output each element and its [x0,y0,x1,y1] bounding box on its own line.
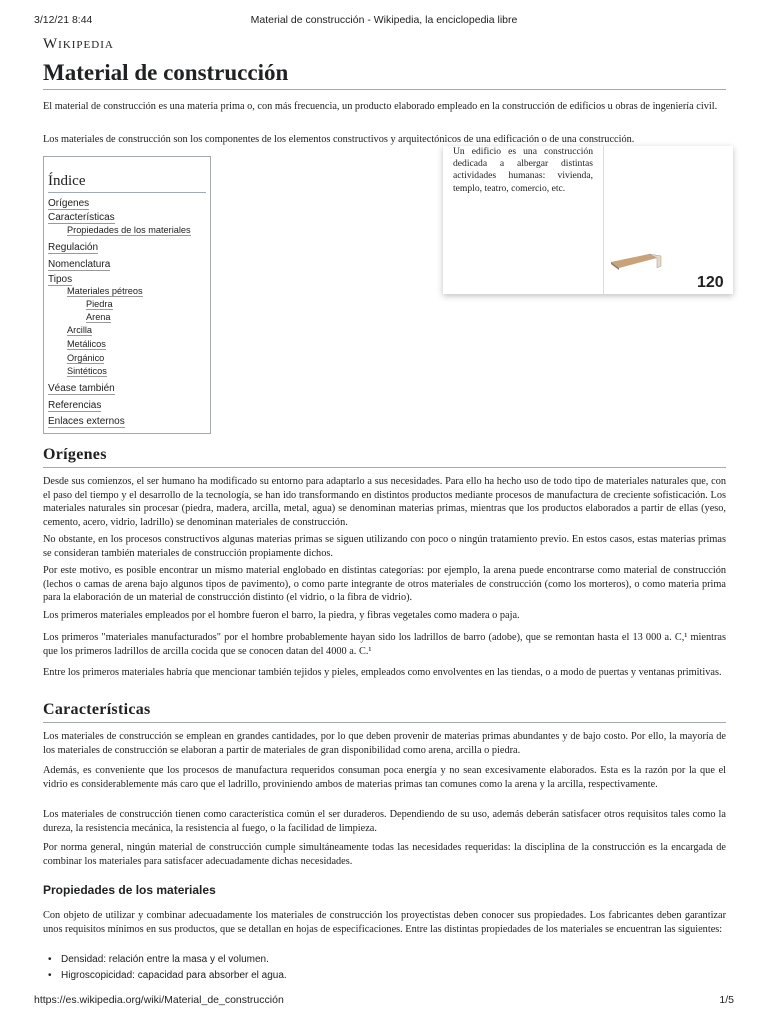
toc-item-regulacion[interactable]: Regulación [48,242,99,253]
toc-item-nomenclatura[interactable]: Nomenclatura [48,259,111,270]
toc-item-vease-tambien[interactable]: Véase también [48,383,115,394]
subsection-heading-propiedades: Propiedades de los materiales [43,883,216,897]
print-datetime: 3/12/21 8:44 [34,14,93,26]
print-page-number: 1/5 [719,994,734,1006]
section-heading-origenes: Orígenes [43,446,726,468]
list-item: • Densidad: relación entre la masa y el volumen. [43,952,726,968]
toc-item-metalicos[interactable]: Metálicos [67,339,106,349]
toc-item-origenes[interactable]: Orígenes [48,198,90,209]
toc-item-organico[interactable]: Orgánico [67,353,105,363]
popup-divider [603,146,604,294]
toc-title: Índice [48,173,206,193]
print-url: https://es.wikipedia.org/wiki/Material_de_construcción [34,994,284,1006]
caracteristicas-paragraph-3: Los materiales de construcción tienen como característica común el ser duraderos. Dependiendo de su uso, además deberán satisfacer otros requisitos tales como la dureza, la resistencia mecánica, la resistencia al fuego, o la facilidad de limpieza. [43,809,726,834]
toc-item-enlaces-externos[interactable]: Enlaces externos [48,416,125,427]
propiedades-paragraph: Con objeto de utilizar y combinar adecuadamente los materiales de construcción los proyectistas deben conocer sus propiedades. Los fabricantes deben garantizar unos requisitos mínimos en sus productos, que se detallan en hojas de especificaciones. Entre las distintas propiedades de los materiales se encuentran las siguientes: [43,910,726,935]
intro-paragraph-1: El material de construcción es una materia prima o, con más frecuencia, un producto elaborado empleado en la construcción de edificios u obras de ingeniería civil. [43,101,718,112]
table-of-contents [43,156,211,434]
origenes-paragraph-2: No obstante, en los procesos constructivos algunas materias primas se siguen utilizando con poco o ningún tratamiento previo. En estos casos, estas materias primas se consideran también materiales de construcción propiamente dichos. [43,534,726,559]
origenes-paragraph-5: Los primeros "materiales manufacturados" por el hombre probablemente hayan sido los ladrillos de barro (adobe), que se remontan hasta el 13 000 a. C,¹ mientras que los primeros ladrillos de arcilla cocida que se conocen datan del 4000 a. C.¹ [43,632,726,657]
toc-item-arena[interactable]: Arena [86,312,111,322]
toc-item-sinteticos[interactable]: Sintéticos [67,366,107,376]
link-preview-popup [443,146,733,294]
page-title: Material de construcción [43,60,726,90]
origenes-paragraph-6: Entre los primeros materiales habría que mencionar también tejidos y pieles, empleados como envolventes en las tiendas, o a modo de puertas y ventanas primitivas. [43,667,722,678]
toc-item-piedra[interactable]: Piedra [86,299,113,309]
origenes-paragraph-4: Los primeros materiales empleados por el hombre fueron el barro, la piedra, y fibras vegetales como madera o paja. [43,610,520,621]
print-title: Material de construcción - Wikipedia, la enciclopedia libre [250,14,518,26]
toc-item-caracteristicas[interactable]: Características [48,212,115,223]
popup-number: 120 [697,274,724,291]
wikipedia-logo[interactable]: Wikipedia [43,36,114,52]
caracteristicas-paragraph-1: Los materiales de construcción se emplean en grandes cantidades, por lo que deben provenir de materias primas abundantes y de bajo costo. Por ello, la mayoría de los materiales de construcción se elaboran a partir de materiales de gran disponibilidad como arena, arcilla o piedra. [43,731,726,756]
popup-text: Un edificio es una construcción dedicada a albergar distintas actividades humanas: vivienda, templo, teatro, comercio, etc. [453,146,593,194]
toc-item-materiales-petreos[interactable]: Materiales pétreos [67,286,143,296]
caracteristicas-paragraph-4: Por norma general, ningún material de construcción cumple simultáneamente todas las necesidades requeridas: la disciplina de la construcción es la encargada de combinar los materiales para satisfacer adecuadamente dichas necesidades. [43,842,726,867]
intro-paragraph-2: Los materiales de construcción son los componentes de los elementos constructivos y arquitectónicos de una edificación o de una construcción. [43,134,635,145]
toc-item-tipos[interactable]: Tipos [48,274,73,285]
toc-item-referencias[interactable]: Referencias [48,400,102,411]
propiedades-list [43,952,726,984]
caracteristicas-paragraph-2: Además, es conveniente que los procesos de manufactura requeridos consuman poca energía y no sean excesivamente elaborados. Esta es la razón por la que el vidrio es considerablemente más caro que el ladrillo, proviniendo ambos de materias primas tan comunes como la arena y la arcilla, respectivamente. [43,765,726,790]
list-item: • Higroscopicidad: capacidad para absorber el agua. [43,968,726,984]
origenes-paragraph-1: Desde sus comienzos, el ser humano ha modificado su entorno para adaptarlo a sus necesidades. Para ello ha hecho uso de todo tipo de materiales naturales que, con el paso del tiempo y el desarrollo de la tecnología, se han ido transformando en distintos productos mediante procesos de manufactura de creciente sofisticación. Los materiales naturales sin procesar (piedra, madera, arcilla, metal, agua) se denominan materias primas, mientras que los productos elaborados a partir de ellas (yeso, cemento, acero, vidrio, ladrillo) se denominan materiales de construcción. [43,476,726,528]
toc-item-arcilla[interactable]: Arcilla [67,325,93,335]
building-thumbnail-icon [609,248,663,270]
origenes-paragraph-3: Por este motivo, es posible encontrar un mismo material englobado en distintas categorías: por ejemplo, la arena puede encontrarse como material de construcción (lechos o camas de arena bajo algunos tipos de pavimento), o como parte integrante de otros materiales de construcción (como los morteros), o como materia prima para la elaboración de un material de construcción distinto (el vidrio, o la fibra de vidrio). [43,565,726,603]
toc-item-propiedades[interactable]: Propiedades de los materiales [67,225,191,235]
section-heading-caracteristicas: Características [43,701,726,723]
